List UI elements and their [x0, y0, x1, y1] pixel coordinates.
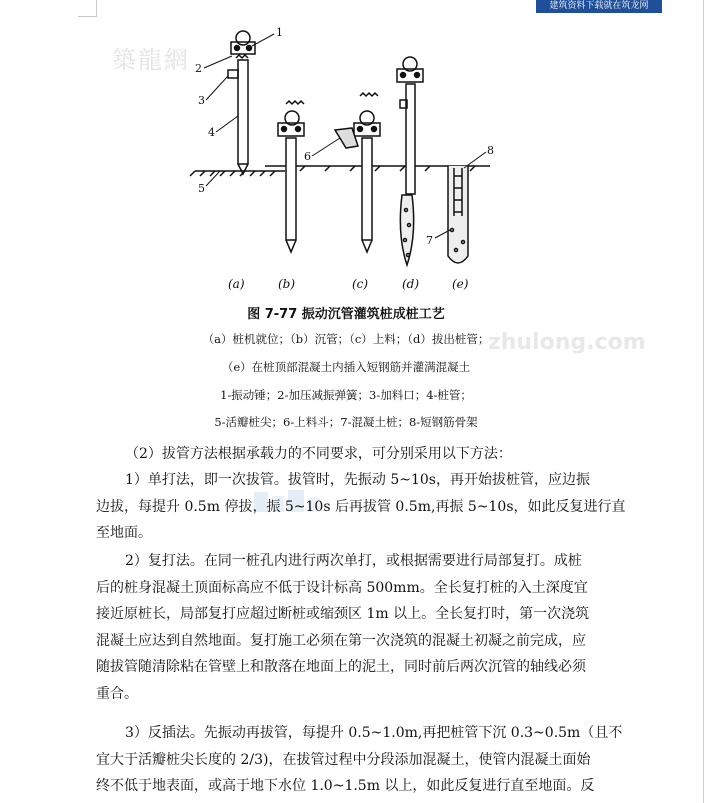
text-line: 混凝土应达到自然地面。复打施工必须在第一次浇筑的混凝土初凝之前完成，应: [96, 632, 586, 649]
figure-caption-line: （e）在桩顶部混凝土内插入短钢筋并灌满混凝土: [221, 360, 471, 374]
figure-title: 图 7-77 振动沉管灌筑桩成桩工艺: [247, 307, 445, 322]
paragraph-reverse-method: [96, 720, 623, 800]
callout-number: 5: [198, 182, 205, 195]
text-line: 2）复打法。在同一桩孔内进行两次单打，或根据需要进行局部复打。成桩: [125, 553, 582, 569]
text-line: 接近原桩长，局部复打应超过断桩或缩颈区 1m 以上。全长复打时，第一次浇筑: [96, 606, 590, 623]
text-line: 终不低于地表面，或高于地下水位 1.0~1.5m 以上，如此反复进行直至地面。反: [96, 778, 595, 795]
paragraph-intro: [96, 441, 600, 468]
callout-number: 2: [195, 62, 202, 75]
callout-number: 1: [276, 26, 283, 39]
figure-caption-line: 5-活瓣桩尖；6-上料斗；7-混凝土桩；8-短钢筋骨架: [214, 415, 478, 429]
watermark-text: zhulong.com: [488, 330, 646, 355]
ground-line: [190, 171, 285, 176]
text-line: 后的桩身混凝土顶面标高应不低于设计标高 500mm。全长复打桩的入土深度宜: [96, 579, 588, 596]
stage-d-rig: [397, 57, 423, 265]
figure-caption-line: 1-振动锤；2-加压减振弹簧；3-加料口；4-桩管；: [220, 388, 472, 402]
text-line: 至地面。: [96, 525, 152, 542]
text-line: 随拔管随清除粘在管壁上和散落在地面上的泥土，同时前后两次沉管的轴线必须: [96, 659, 586, 676]
text-line: 边拔，每提升 0.5m 停拔，振 5~10s 后再拔管 0.5m,再振 5~10s，如此反复进行直: [96, 498, 626, 515]
paragraph-single-method: [96, 467, 626, 547]
stage-e-pile: [448, 166, 468, 263]
stage-c-rig: [335, 93, 380, 252]
pile-process-figure: [190, 20, 494, 295]
text-line: 3）反插法。先振动再拔管，每提升 0.5~1.0m,再把桩管下沉 0.3~0.5m（且不: [125, 725, 623, 741]
text-line: 重合。: [96, 685, 138, 702]
panel-label: (e): [452, 277, 469, 291]
site-banner[interactable]: 建筑资料下载就在筑龙网: [536, 0, 662, 13]
watermark-text: 築龍網: [112, 46, 190, 74]
text-line: （2）拔管方法根据承载力的不同要求，可分别采用以下方法：: [125, 446, 512, 462]
callout-number: 8: [487, 144, 494, 157]
text-line: 宜大于活瓣桩尖长度的 2/3)，在拔管过程中分段添加混凝土，使管内混凝土面始: [96, 751, 591, 768]
panel-label: (a): [228, 277, 245, 291]
text-line: 1）单打法，即一次拔管。拔管时，先振动 5~10s，再开始拔桩管，应边振: [125, 472, 590, 488]
callout-number: 6: [304, 150, 311, 163]
callout-number: 3: [198, 94, 205, 107]
stage-a-rig: [228, 31, 255, 174]
paragraph-double-method: [96, 548, 600, 708]
callout-number: 7: [426, 234, 433, 247]
figure-caption-line: （a）桩机就位；（b）沉管；（c）上料；（d）拔出桩管；: [202, 332, 490, 346]
stage-b-rig: [278, 101, 304, 252]
page-edge-rule: [703, 0, 704, 803]
panel-label: (c): [352, 277, 369, 291]
page-corner-mark: [78, 0, 97, 17]
panel-label: (d): [402, 277, 420, 291]
panel-label: (b): [278, 277, 296, 291]
callout-number: 4: [208, 126, 215, 139]
